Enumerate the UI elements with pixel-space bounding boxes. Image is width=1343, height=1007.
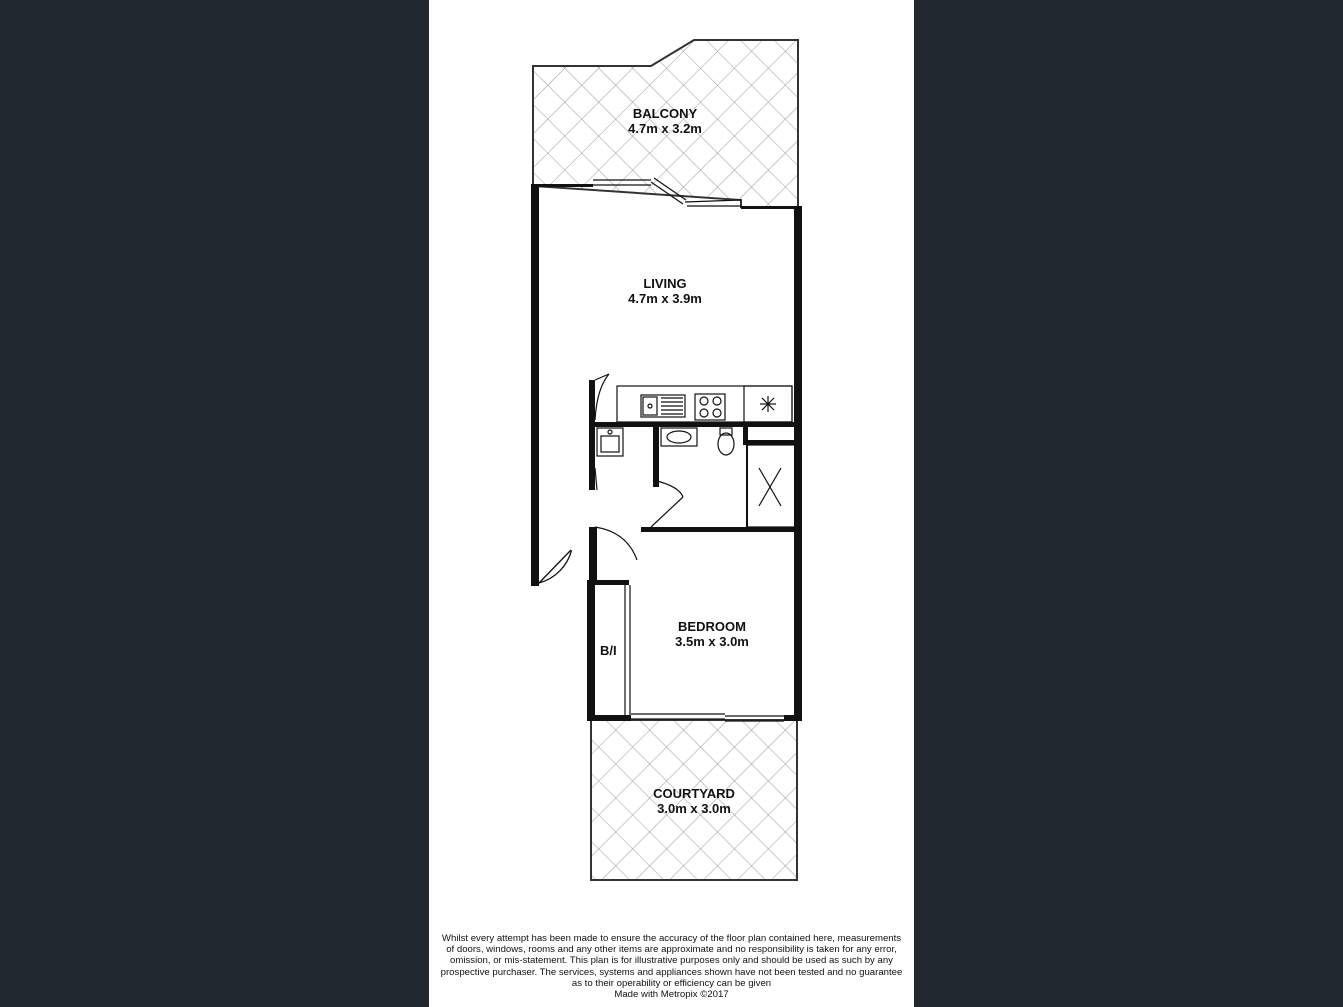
- bedroom-size: 3.5m x 3.0m: [675, 634, 749, 649]
- bi-top-wall: [587, 580, 629, 585]
- bathroom-left-wall: [653, 422, 659, 487]
- fridge-icon: [744, 386, 792, 422]
- built-in-name: B/I: [600, 643, 617, 658]
- bedroom-name: BEDROOM: [678, 619, 746, 634]
- credit: Made with Metropix ©2017: [614, 989, 729, 1001]
- laundry-tub-icon: [597, 428, 623, 456]
- kitchen-corridor-door: [595, 374, 609, 420]
- basin-icon: [661, 428, 697, 446]
- entry-wall: [589, 527, 597, 583]
- courtyard-name: COURTYARD: [653, 786, 735, 801]
- courtyard-size: 3.0m x 3.0m: [657, 801, 731, 816]
- bedroom-top-wall: [641, 527, 801, 532]
- walls: [531, 184, 802, 721]
- living-name: LIVING: [643, 276, 687, 291]
- kitchen-bath-wall: [589, 422, 802, 427]
- sink-icon: [641, 395, 685, 417]
- cooktop-icon: [695, 394, 725, 420]
- corridor-left-wall: [589, 380, 595, 490]
- disclaimer-line: of doors, windows, rooms and any other items are approximate and no responsibility is taken for any error,: [446, 944, 897, 956]
- disclaimer-line: as to their operability or efficiency can be given: [571, 977, 772, 989]
- disclaimer-line: prospective purchaser. The services, systems and appliances shown have not been tested and no guarantee: [440, 966, 903, 978]
- floor-plan: [429, 0, 914, 1007]
- balcony-size: 4.7m x 3.2m: [628, 121, 702, 136]
- living-label: [628, 276, 702, 306]
- built-in-label: [600, 643, 617, 658]
- laundry: [595, 428, 623, 490]
- balcony-label: [628, 106, 702, 136]
- shower-icon: [747, 445, 795, 527]
- top-wall-left: [531, 184, 593, 187]
- living-size: 4.7m x 3.9m: [628, 291, 702, 306]
- balcony-name: BALCONY: [632, 106, 698, 121]
- disclaimer-line: Whilst every attempt has been made to ensure the accuracy of the floor plan contained here, measurements: [441, 933, 902, 944]
- shower-divider: [743, 440, 801, 445]
- toilet-icon: [718, 428, 734, 455]
- entry-door: [539, 550, 576, 587]
- bedroom-left-wall: [587, 580, 595, 720]
- disclaimer-line: omission, or mis-statement. This plan is for illustrative purposes only and should be used as such by any: [450, 955, 893, 967]
- disclaimer: [429, 933, 914, 1000]
- kitchen-bench: [617, 386, 792, 422]
- floor-plan-sheet: [429, 0, 914, 1007]
- bedroom-bottom-wall-left: [587, 715, 631, 721]
- top-wall-right: [741, 206, 801, 209]
- bedroom-label: [675, 619, 749, 649]
- bathroom: [595, 428, 734, 560]
- courtyard-label: [653, 786, 735, 816]
- bedroom-bottom-wall-right: [784, 715, 802, 721]
- living-left-wall: [531, 184, 539, 586]
- built-in-wardrobe: [625, 585, 630, 715]
